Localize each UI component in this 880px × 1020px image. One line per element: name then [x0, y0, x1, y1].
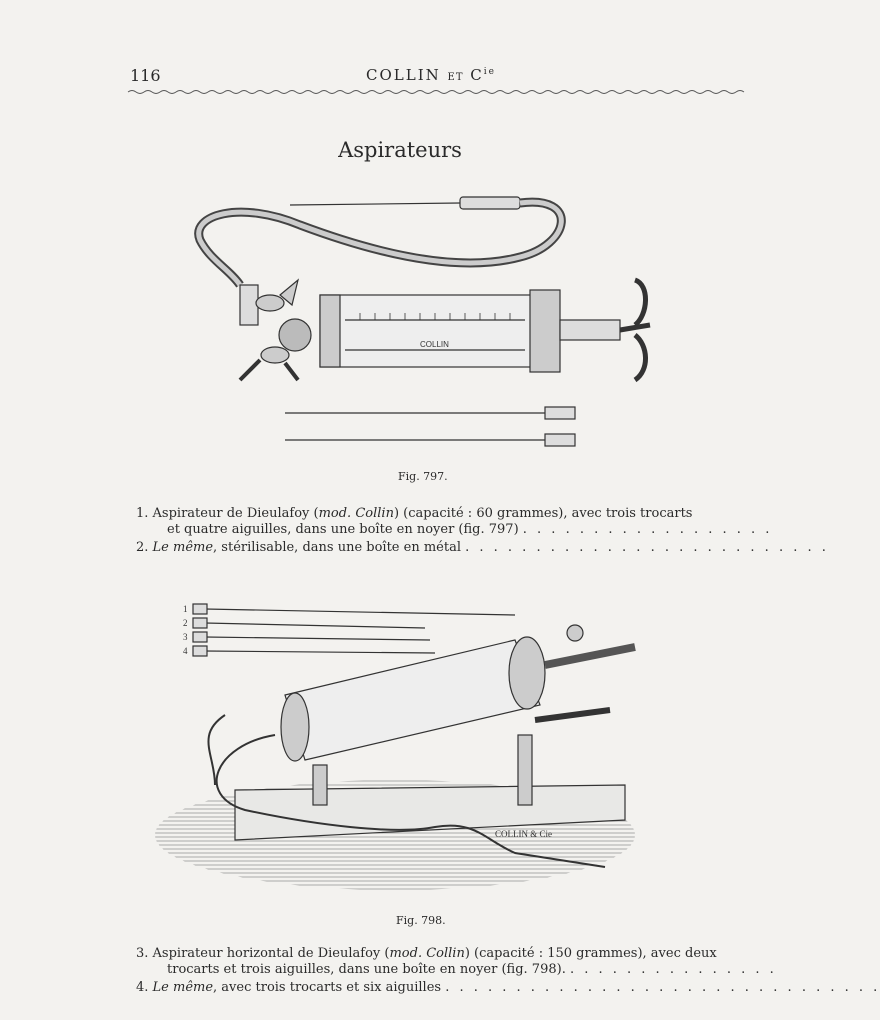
figure-797-caption: Fig. 797. — [398, 470, 448, 483]
item-3-leader: . . . . . . . . . . . . . . . — [569, 962, 777, 977]
item-2-italic: Le même — [152, 540, 214, 555]
needle-3 — [205, 637, 430, 640]
plunger-rod — [560, 320, 620, 340]
needle-1 — [205, 609, 515, 615]
page-title: Aspirateurs — [338, 138, 462, 162]
glass-cylinder — [320, 295, 550, 367]
running-header — [366, 66, 496, 84]
item-3-number: 3. — [136, 946, 149, 961]
item-1-text-a: Aspirateur de Dieulafoy ( — [152, 506, 319, 521]
catalog-item-1 — [136, 506, 772, 538]
device-label: COLLIN — [420, 340, 449, 349]
page-number: 116 — [130, 66, 161, 85]
item-4-italic: Le même — [152, 980, 214, 995]
needle-number-1: 1 — [183, 604, 188, 614]
item-1-italic: mod. Collin — [318, 506, 394, 521]
item-3-italic: mod. Collin — [389, 946, 465, 961]
item-4-number: 4. — [136, 980, 149, 995]
item-3-text-b: ) (capacité : 150 grammes), avec deux — [464, 946, 717, 961]
figure-798-illustration — [155, 595, 635, 895]
needle-number-2: 2 — [183, 618, 188, 628]
catalog-item-3 — [136, 946, 777, 978]
item-4-text: , avec trois trocarts et six aiguilles — [213, 980, 442, 995]
top-needle — [290, 203, 460, 205]
catalog-item-2 — [136, 540, 829, 556]
item-2-text: , stérilisable, dans une boîte en métal — [213, 540, 461, 555]
header-wavy-rule — [128, 88, 718, 96]
catalog-item-4 — [136, 980, 880, 996]
publisher-company-sup: ie — [483, 67, 496, 77]
publisher-company: C — [470, 66, 484, 84]
item-2-leader: . . . . . . . . . . . . . . . . . . . . . . . . . . — [465, 540, 829, 555]
publisher-name: COLLIN — [366, 66, 441, 84]
needle-number-3: 3 — [183, 632, 188, 642]
item-1-leader: . . . . . . . . . . . . . . . . . . — [522, 522, 773, 537]
item-3-text-a: Aspirateur horizontal de Dieulafoy ( — [152, 946, 390, 961]
horizontal-cylinder — [285, 640, 540, 760]
item-1-text-b: ) (capacité : 60 grammes), avec trois trocarts — [393, 506, 693, 521]
item-2-number: 2. — [136, 540, 149, 555]
figure-798-caption: Fig. 798. — [396, 914, 446, 927]
needle-4 — [205, 651, 435, 653]
figure-797-illustration — [180, 185, 670, 455]
base-maker-label: COLLIN & Cie — [495, 829, 552, 839]
item-1-number: 1. — [136, 506, 149, 521]
publisher-et: ET — [447, 72, 464, 83]
valve-sphere — [279, 319, 311, 351]
item-3-line2: trocarts et trois aiguilles, dans une boîte en noyer (fig. 798). — [167, 962, 566, 977]
item-1-line2: et quatre aiguilles, dans une boîte en noyer (fig. 797) — [167, 522, 519, 537]
item-4-leader: . . . . . . . . . . . . . . . . . . . . . . . . . . . . . . . — [445, 980, 880, 995]
needle-number-4: 4 — [183, 646, 188, 656]
needle-2 — [205, 623, 425, 628]
